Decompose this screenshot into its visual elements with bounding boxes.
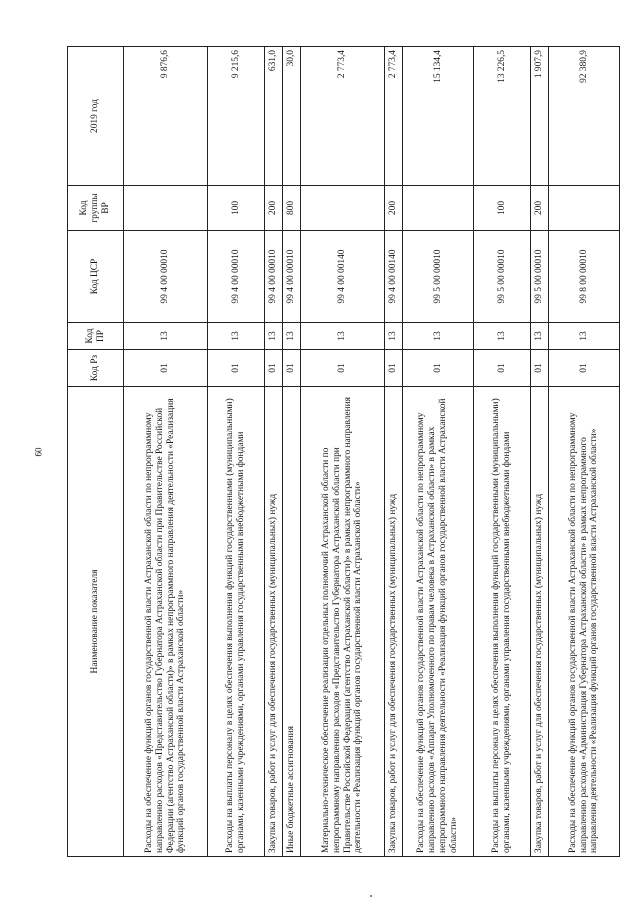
cell-csr: 99 4 00 00140 <box>385 231 403 323</box>
cell-name: Закупка товаров, работ и услуг для обеспечения государственных (муниципальных) нужд <box>531 387 549 857</box>
cell-csr: 99 5 00 00010 <box>474 231 531 323</box>
cell-rz: 01 <box>403 350 474 387</box>
cell-name: Закупка товаров, работ и услуг для обеспечения государственных (муниципальных) нужд <box>265 387 283 857</box>
cell-pr: 13 <box>301 323 385 350</box>
cell-name: Расходы на выплаты персоналу в целях обеспечения выполнения функций государственными (муниципальными) органами, казенными учреждениями, органами управления государственными внебюджетными фондами <box>474 387 531 857</box>
cell-rz: 01 <box>124 350 208 387</box>
cell-value: 9 876,6 <box>124 47 208 186</box>
cell-value: 2 773,4 <box>385 47 403 186</box>
cell-csr: 99 4 00 00010 <box>124 231 208 323</box>
cell-pr: 13 <box>124 323 208 350</box>
cell-value: 1 907,9 <box>531 47 549 186</box>
cell-vr: 200 <box>265 186 283 231</box>
cell-pr: 13 <box>403 323 474 350</box>
cell-csr: 99 4 00 00140 <box>301 231 385 323</box>
cell-name: Иные бюджетные ассигнования <box>283 387 301 857</box>
cell-rz: 01 <box>385 350 403 387</box>
table-row <box>208 47 265 857</box>
cell-csr: 99 5 00 00010 <box>403 231 474 323</box>
cell-csr: 99 5 00 00010 <box>531 231 549 323</box>
cell-pr: 13 <box>208 323 265 350</box>
header-pr: Код ПР <box>68 323 124 350</box>
rotated-page <box>67 47 600 857</box>
cell-name: Расходы на выплаты персоналу в целях обеспечения выполнения функций государственными (муниципальными) органами, казенными учреждениями, органами управления государственными внебюджетными фондами <box>208 387 265 857</box>
budget-table <box>67 46 620 857</box>
cell-vr: 200 <box>385 186 403 231</box>
table-header-row <box>68 47 124 857</box>
cell-vr: 800 <box>283 186 301 231</box>
header-year: 2019 год <box>68 47 124 186</box>
page-number: 60 <box>33 447 44 457</box>
cell-value: 15 134,4 <box>403 47 474 186</box>
cell-value: 30,0 <box>283 47 301 186</box>
cell-pr: 13 <box>283 323 301 350</box>
cell-rz: 01 <box>531 350 549 387</box>
cell-name: Закупка товаров, работ и услуг для обеспечения государственных (муниципальных) нужд <box>385 387 403 857</box>
cell-value: 631,0 <box>265 47 283 186</box>
cell-rz: 01 <box>208 350 265 387</box>
cell-pr: 13 <box>474 323 531 350</box>
cell-rz: 01 <box>265 350 283 387</box>
cell-value: 13 226,5 <box>474 47 531 186</box>
table-row <box>265 47 283 857</box>
cell-vr: 100 <box>208 186 265 231</box>
cell-pr: 13 <box>549 323 620 350</box>
cell-pr: 13 <box>531 323 549 350</box>
cell-name: Расходы на обеспечение функций органов государственной власти Астраханской области по непрограммному направлению расходов «Аппарат Уполномоченного по правам человека в Астраханской области» в рамках непрограммного направления деятельности «Реализация функций органов государственной власти Астраханской области» <box>403 387 474 857</box>
cell-rz: 01 <box>549 350 620 387</box>
cell-csr: 99 4 00 00010 <box>283 231 301 323</box>
cell-name: Расходы на обеспечение функций органов государственной власти Астраханской области по непрограммному направлению расходов «Администрация Губернатора Астраханской области» в рамках непрограммного направления деятельности «Реализация функций органов государственной власти Астраханской области» <box>549 387 620 857</box>
cell-rz: 01 <box>301 350 385 387</box>
table-row <box>385 47 403 857</box>
table-row <box>474 47 531 857</box>
cell-csr: 99 8 00 00010 <box>549 231 620 323</box>
table-row <box>124 47 208 857</box>
cell-name: Расходы на обеспечение функций органов государственной власти Астраханской области по непрограммному направлению расходов «Представительство Губернатора Астраханской области при Правительстве Российской Федерации (агентство Астраханской области)» в рамках непрограммного направления деятельности «Реализация функций органов государственной власти Астраханской области» <box>124 387 208 857</box>
cell-rz: 01 <box>283 350 301 387</box>
cell-pr: 13 <box>385 323 403 350</box>
cell-vr: 100 <box>474 186 531 231</box>
cell-name: Материально-техническое обеспечение реализации отдельных полномочий Астраханской области по непрограммному направлению расходов «Представительство Губернатора Астраханской области при Правительстве Российской Федерации (агентство Астраханской области)» в рамках непрограммного направления деятельности «Реализация функций органов государственной власти Астраханской области» <box>301 387 385 857</box>
cell-value: 9 215,6 <box>208 47 265 186</box>
cell-vr <box>549 186 620 231</box>
cell-csr: 99 4 00 00010 <box>208 231 265 323</box>
header-vr: Код группы ВР <box>68 186 124 231</box>
table-row <box>531 47 549 857</box>
cell-vr <box>301 186 385 231</box>
cell-vr: 200 <box>531 186 549 231</box>
cell-value: 2 773,4 <box>301 47 385 186</box>
table-row <box>549 47 620 857</box>
header-name: Наименование показателя <box>68 387 124 857</box>
cell-pr: 13 <box>265 323 283 350</box>
scan-mark <box>370 895 372 897</box>
cell-value: 92 380,9 <box>549 47 620 186</box>
cell-rz: 01 <box>474 350 531 387</box>
cell-vr <box>124 186 208 231</box>
cell-vr <box>403 186 474 231</box>
table-row <box>283 47 301 857</box>
header-csr: Код ЦСР <box>68 231 124 323</box>
table-row <box>301 47 385 857</box>
table-row <box>403 47 474 857</box>
header-rz: Код Рз <box>68 350 124 387</box>
cell-csr: 99 4 00 00010 <box>265 231 283 323</box>
